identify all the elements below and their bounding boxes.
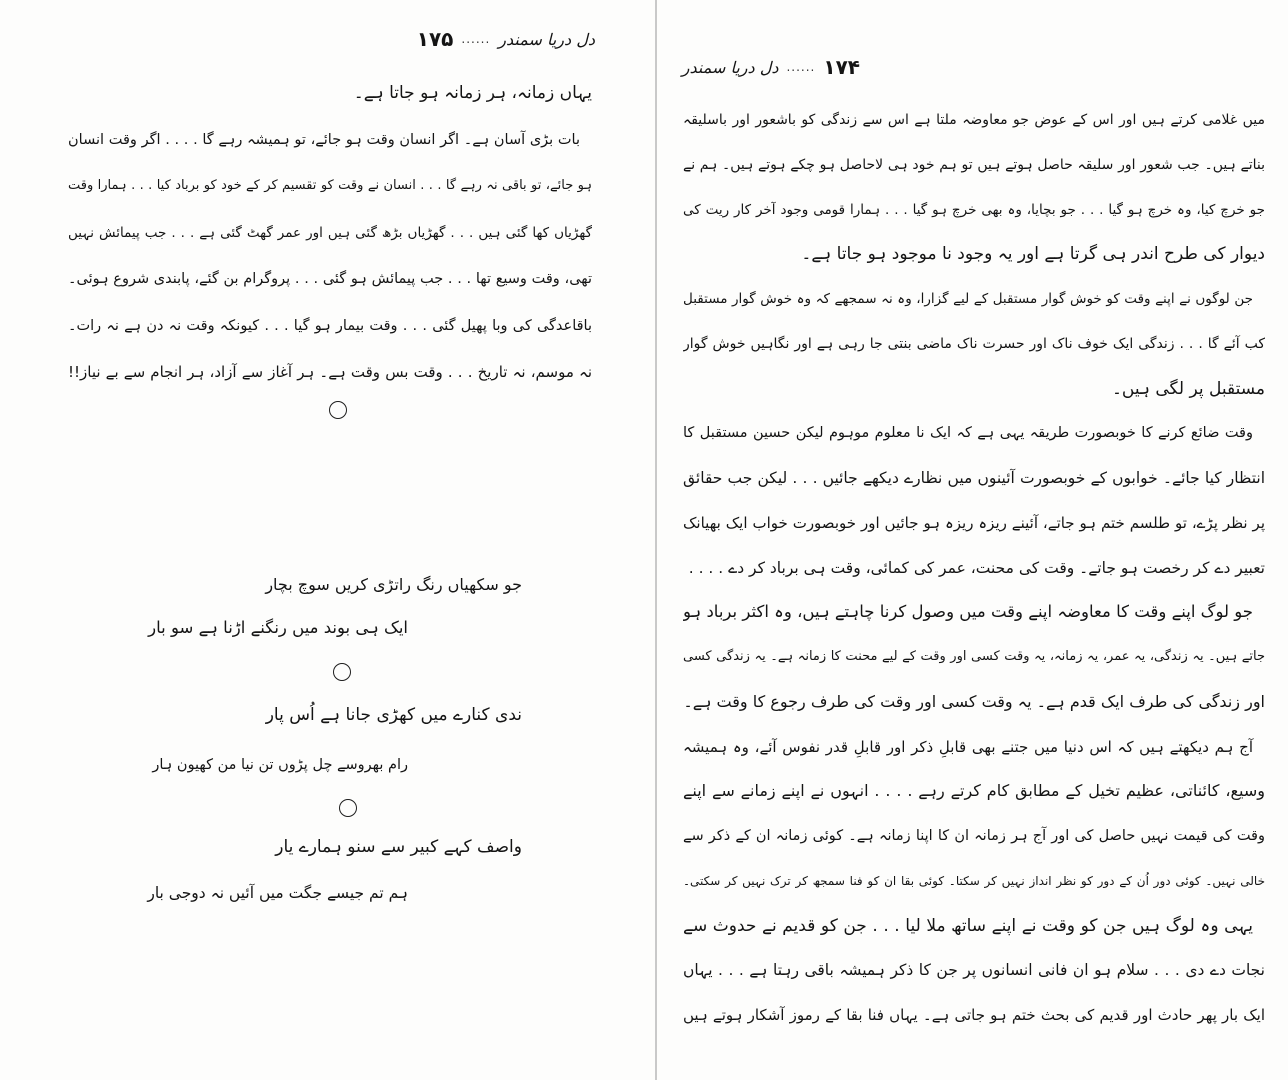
verse-line: ندی کنارے میں کھڑی جانا ہے اُس پار	[265, 705, 522, 725]
text-line: یہی وہ لوگ ہیں جن کو وقت نے اپنے ساتھ ملا لیا . . . جن کو قدیم نے حدوث سے	[683, 915, 1253, 936]
text-line: پر نظر پڑے، تو طلسم ختم ہو جاتے، آئینے ریزہ ریزہ ہو جائیں اور خوبصورت خواب ایک بھیانک	[683, 513, 1265, 532]
text-line: انتظار کیا جائے۔ خوابوں کے خوبصورت آئینوں میں نظارے دیکھے جائیں . . . لیکن جب حقائق	[683, 469, 1265, 487]
verse-line: ایک ہی بوند میں رنگنے اڑنا ہے سو بار	[148, 618, 408, 637]
header-leader-dots: ......	[786, 60, 816, 74]
header-leader-dots: ......	[461, 32, 491, 46]
ornament-circle-icon	[329, 401, 347, 419]
text-line: بناتے ہیں۔ جب شعور اور سلیقہ حاصل ہوتے ہیں تو ہم خود ہی لاحاصل ہو چکے ہوتے ہیں۔ ہم نے	[683, 156, 1265, 173]
text-line: نہ موسم، نہ تاریخ . . . وقت بس وقت ہے۔ ہر آغاز سے آزاد، ہر انجام سے بے نیاز!!	[68, 363, 592, 381]
page-number: ۱۷۴	[823, 55, 860, 79]
text-line: تھی، وقت وسیع تھا . . . جب پیمائش ہو گئی . . . پروگرام بن گئے، پابندی شروع ہوئی۔	[68, 271, 592, 287]
verse-line: ہم تم جیسے جگت میں آئیں نہ دوجی بار	[147, 884, 408, 902]
text-line: جو خرچ کیا، وہ خرچ ہو گیا . . . جو بچایا، وہ بھی خرچ ہو گیا . . . ہمارا قومی وجود آخر کار ریت کی	[683, 201, 1265, 218]
page-number: ۱۷۵	[416, 27, 454, 51]
text-line: وقت کی قیمت نہیں حاصل کی اور آج ہر زمانہ ان کا اپنا زمانہ ہے۔ کوئی زمانہ ان کے ذکر سے	[683, 828, 1265, 844]
text-line: آج ہم دیکھتے ہیں کہ اس دنیا میں جتنے بھی قابلِ ذکر اور قابلِ قدر نفوس آئے، وہ ہمیشہ	[683, 737, 1253, 756]
text-line: مستقبل پر لگی ہیں۔	[1111, 378, 1265, 399]
text-line: میں غلامی کرتے ہیں اور اس کے عوض جو معاوضہ ملتا ہے اس سے زندگی کو باشعور اور باسلیقہ	[683, 112, 1265, 128]
right-page	[658, 0, 1288, 1080]
running-title: دل دریا سمندر	[681, 57, 779, 77]
running-header	[410, 24, 595, 54]
text-line: وقت ضائع کرنے کا خوبصورت طریقہ یہی ہے کہ ایک نا معلوم موہوم لیکن حسین مستقبل کا	[683, 425, 1253, 442]
body-text	[683, 98, 1265, 1038]
text-line: وسیع، کائناتی، عظیم تخیل کے مطابق کام کرتے رہے . . . . انہوں نے اپنے زمانے سے اپنے	[683, 781, 1265, 801]
text-line: نجات دے دی . . . سلام ہو ان فانی انسانوں پر جن کا ذکر ہمیشہ باقی رہتا ہے . . . یہاں	[683, 961, 1265, 980]
text-line: گھڑیاں کھا گئی ہیں . . . گھڑیاں بڑھ گئی ہیں اور عمر گھٹ گئی ہے . . . جب پیمائش نہیں	[68, 224, 592, 241]
text-line: بات بڑی آسان ہے۔ اگر انسان وقت ہو جائے، تو ہمیشہ رہے گا . . . . اگر وقت انسان	[68, 131, 580, 148]
text-line: جو لوگ اپنے وقت کا معاوضہ اپنے وقت میں وصول کرنا چاہتے ہیں، وہ اکثر برباد ہو	[683, 602, 1253, 622]
page-gutter	[655, 0, 657, 1080]
text-line: باقاعدگی کی وبا پھیل گئی . . . وقت بیمار ہو گیا . . . کیونکہ وقت نہ دن ہے نہ رات۔	[68, 317, 592, 334]
text-line: دیوار کی طرح اندر ہی گرتا ہے اور یہ وجود نا موجود ہو جاتا ہے۔	[801, 244, 1265, 265]
text-line: ہو جائے، تو باقی نہ رہے گا . . . انسان نے وقت کو تقسیم کر کے خود کو برباد کیا . . . ہمارا وقت	[68, 178, 592, 193]
text-line: کب آئے گا . . . زندگی ایک خوف ناک اور حسرت ناک ماضی بنتی جا رہی ہے اور نگاہیں خوش گوار	[683, 335, 1265, 352]
text-line: تعبیر دے کر رخصت ہو جاتے۔ وقت کی محنت، عمر کی کمائی، وقت ہی برباد کر دے . . . .	[688, 558, 1265, 577]
ornament-circle-icon	[333, 663, 351, 681]
ornament-circle-icon	[339, 799, 357, 817]
verse-line: رام بھروسے چل پڑوں تن نیا من کھیون ہار	[152, 757, 408, 773]
verse-line: واصف کہے کبیر سے سنو ہمارے یار	[275, 837, 522, 857]
body-text	[68, 70, 592, 396]
text-line: خالی نہیں۔ کوئی دور اُن کے دور کو نظر انداز نہیں کر سکتا۔ کوئی بقا ان کو فنا سمجھ کر ترک نہیں کر سکتی۔	[683, 873, 1265, 888]
verse-line: جو سکھیاں رنگ راتڑی کریں سوچ بچار	[265, 575, 522, 594]
running-header	[678, 52, 860, 82]
text-line: اور زندگی کی طرف ایک قدم ہے۔ یہ وقت کسی اور وقت کی طرف رجوع کا وقت ہے۔	[683, 691, 1265, 711]
text-line: جاتے ہیں۔ یہ زندگی، یہ عمر، یہ زمانہ، یہ وقت کسی اور وقت کے لیے محنت کا زمانہ ہے۔ یہ زندگی کسی	[683, 649, 1265, 664]
running-title: دل دریا سمندر	[498, 29, 595, 49]
text-line: ایک بار پھر حادث اور قدیم کی بحث ختم ہو جاتی ہے۔ یہاں فنا بقا کے رموز آشکار ہوتے ہیں	[683, 1006, 1265, 1024]
text-line: یہاں زمانہ، ہر زمانہ ہو جاتا ہے۔	[353, 83, 592, 103]
text-line: جن لوگوں نے اپنے وقت کو خوش گوار مستقبل کے لیے گزارا، وہ نہ سمجھے کہ وہ خوش گوار مستقبل	[683, 291, 1253, 307]
